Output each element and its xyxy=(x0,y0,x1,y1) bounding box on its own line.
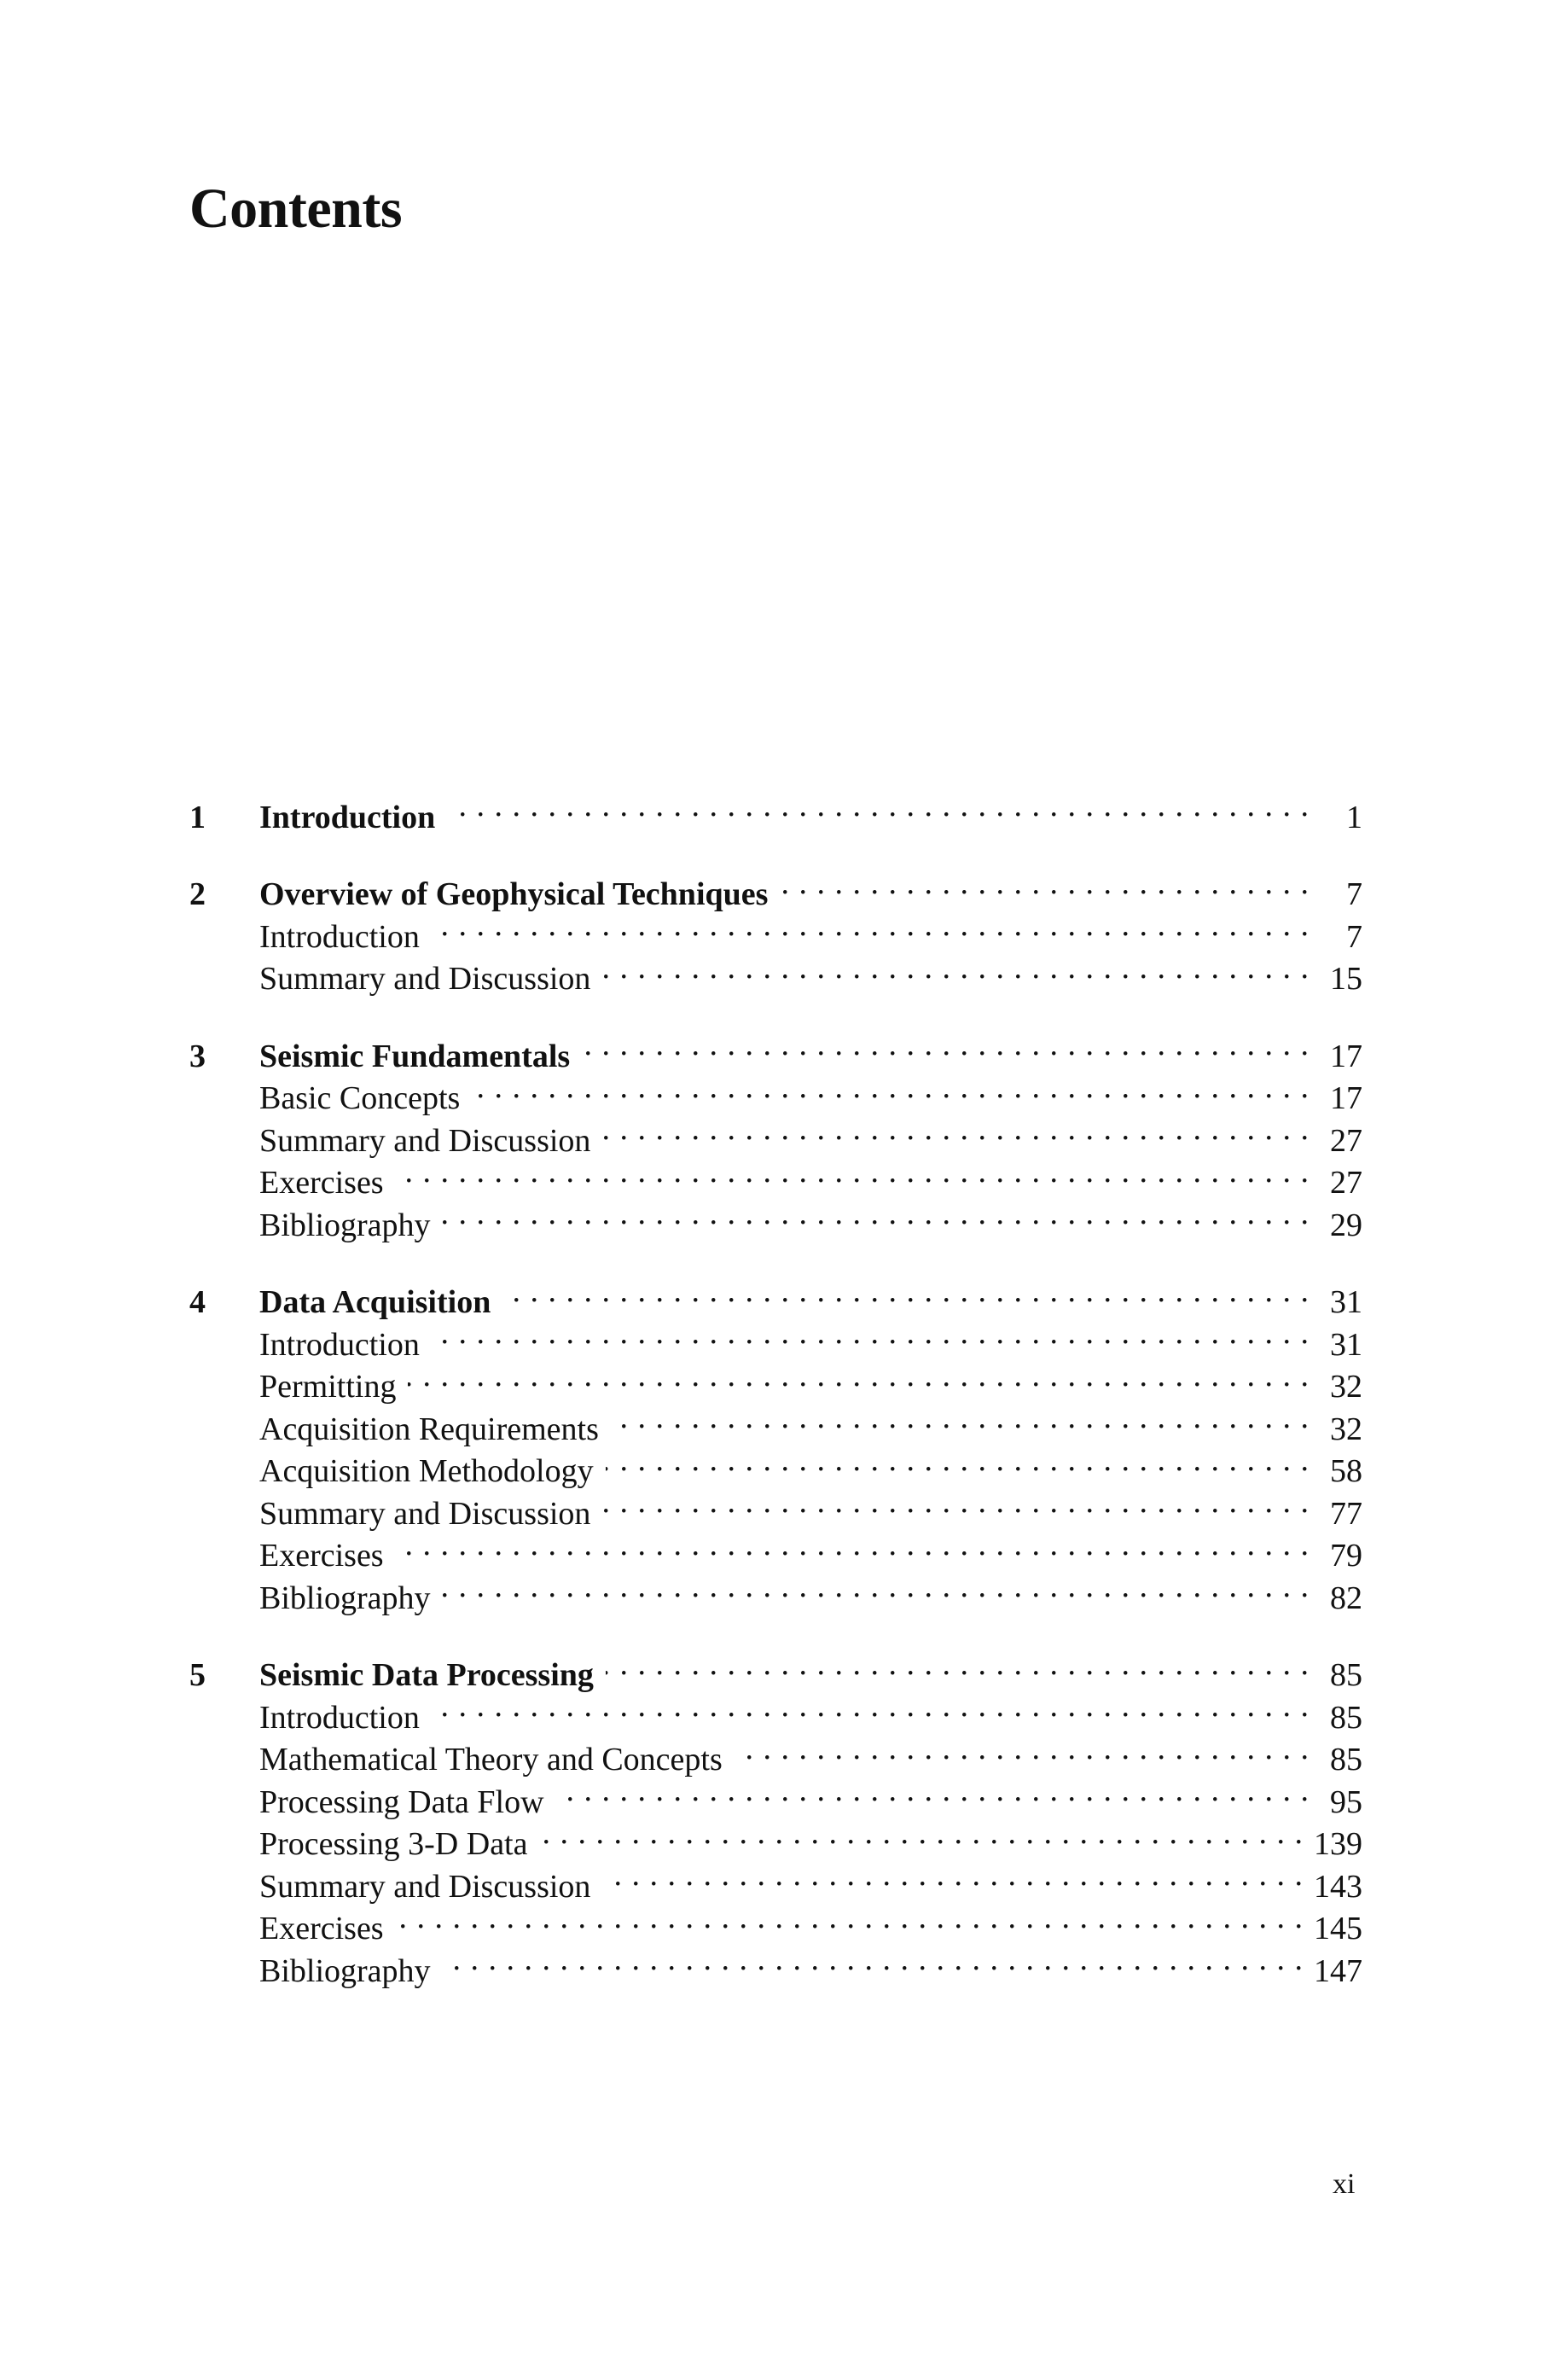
dot-leader xyxy=(432,905,1310,947)
toc-chapter-entry[interactable] xyxy=(189,1271,1362,1320)
dot-leader xyxy=(443,1939,1304,1981)
section-page-number: 143 xyxy=(1314,1868,1362,1905)
section-title: Permitting xyxy=(259,1369,397,1405)
section-title: Exercises xyxy=(259,1911,384,1946)
dot-leader xyxy=(432,1312,1310,1355)
dot-leader xyxy=(611,1397,1310,1440)
dot-leader xyxy=(432,1685,1310,1728)
section-title: Basic Concepts xyxy=(259,1080,461,1116)
section-page-number: 58 xyxy=(1330,1453,1362,1489)
dot-leader xyxy=(396,1524,1310,1567)
section-title: Bibliography xyxy=(259,1580,431,1616)
toc-chapter-entry[interactable] xyxy=(189,785,1362,835)
section-page-number: 85 xyxy=(1330,1742,1362,1777)
dot-leader xyxy=(582,1024,1310,1067)
toc-chapter-entry[interactable] xyxy=(189,1024,1362,1074)
dot-leader xyxy=(735,1728,1310,1771)
dot-leader xyxy=(408,1355,1310,1398)
section-page-number: 147 xyxy=(1314,1952,1362,1989)
section-title: Summary and Discussion xyxy=(259,1122,591,1159)
chapter-title: Seismic Fundamentals xyxy=(259,1038,571,1074)
dot-leader xyxy=(602,947,1310,990)
dot-leader xyxy=(443,1566,1310,1609)
toc-chapter-block xyxy=(189,1644,1362,1989)
toc-chapter-block xyxy=(189,863,1362,997)
dot-leader xyxy=(502,1271,1310,1313)
section-title: Summary and Discussion xyxy=(259,1495,591,1532)
chapter-page-number: 85 xyxy=(1330,1657,1362,1693)
section-title: Bibliography xyxy=(259,1207,431,1243)
section-title: Acquisition Requirements xyxy=(259,1411,599,1447)
section-title: Bibliography xyxy=(259,1952,431,1989)
section-title: Introduction xyxy=(259,1699,420,1736)
section-page-number: 32 xyxy=(1330,1411,1362,1447)
toc-chapter-block xyxy=(189,785,1362,835)
section-page-number: 32 xyxy=(1330,1369,1362,1405)
table-of-contents xyxy=(189,785,1362,2016)
section-page-number: 27 xyxy=(1330,1165,1362,1201)
section-title: Processing Data Flow xyxy=(259,1783,544,1820)
dot-leader xyxy=(602,1481,1310,1524)
chapter-page-number: 31 xyxy=(1330,1284,1362,1320)
section-page-number: 77 xyxy=(1330,1495,1362,1532)
dot-leader xyxy=(472,1067,1310,1109)
dot-leader xyxy=(556,1770,1310,1812)
chapter-title: Introduction xyxy=(259,799,436,835)
section-title: Summary and Discussion xyxy=(259,1868,591,1905)
dot-leader xyxy=(606,1644,1310,1686)
chapter-number: 4 xyxy=(189,1284,206,1320)
section-page-number: 139 xyxy=(1314,1826,1362,1862)
chapter-number: 2 xyxy=(189,876,206,912)
chapter-page-number: 7 xyxy=(1346,876,1362,912)
dot-leader xyxy=(602,1108,1310,1151)
chapter-title: Data Acquisition xyxy=(259,1284,491,1320)
section-title: Mathematical Theory and Concepts xyxy=(259,1742,723,1777)
dot-leader xyxy=(443,1193,1310,1236)
dot-leader xyxy=(447,785,1310,828)
section-title: Introduction xyxy=(259,1326,420,1363)
section-page-number: 145 xyxy=(1314,1911,1362,1946)
dot-leader xyxy=(396,1897,1304,1940)
chapter-title: Overview of Geophysical Techniques xyxy=(259,876,769,912)
toc-chapter-entry[interactable] xyxy=(189,1644,1362,1693)
section-page-number: 7 xyxy=(1346,918,1362,955)
section-page-number: 31 xyxy=(1330,1326,1362,1363)
section-page-number: 15 xyxy=(1330,961,1362,997)
section-page-number: 95 xyxy=(1330,1783,1362,1820)
section-title: Processing 3-D Data xyxy=(259,1826,528,1862)
section-title: Introduction xyxy=(259,918,420,955)
dot-leader xyxy=(606,1440,1310,1482)
dot-leader xyxy=(780,863,1310,905)
section-title: Exercises xyxy=(259,1538,384,1574)
section-page-number: 79 xyxy=(1330,1538,1362,1574)
dot-leader xyxy=(396,1151,1310,1194)
toc-chapter-entry[interactable] xyxy=(189,863,1362,912)
chapter-number: 5 xyxy=(189,1657,206,1693)
page-number-folio: xi xyxy=(1333,2168,1356,2200)
chapter-page-number: 17 xyxy=(1330,1038,1362,1074)
toc-chapter-block xyxy=(189,1271,1362,1616)
section-page-number: 27 xyxy=(1330,1122,1362,1159)
section-page-number: 29 xyxy=(1330,1207,1362,1243)
section-title: Acquisition Methodology xyxy=(259,1453,594,1489)
dot-leader xyxy=(602,1854,1304,1897)
chapter-title: Seismic Data Processing xyxy=(259,1657,594,1693)
toc-chapter-block xyxy=(189,1024,1362,1243)
chapter-page-number: 1 xyxy=(1346,799,1362,835)
section-page-number: 17 xyxy=(1330,1080,1362,1116)
dot-leader xyxy=(539,1812,1304,1855)
chapter-number: 3 xyxy=(189,1038,206,1074)
section-page-number: 85 xyxy=(1330,1699,1362,1736)
section-title: Summary and Discussion xyxy=(259,961,591,997)
page-title: Contents xyxy=(189,177,403,240)
section-page-number: 82 xyxy=(1330,1580,1362,1616)
section-title: Exercises xyxy=(259,1165,384,1201)
chapter-number: 1 xyxy=(189,799,206,835)
